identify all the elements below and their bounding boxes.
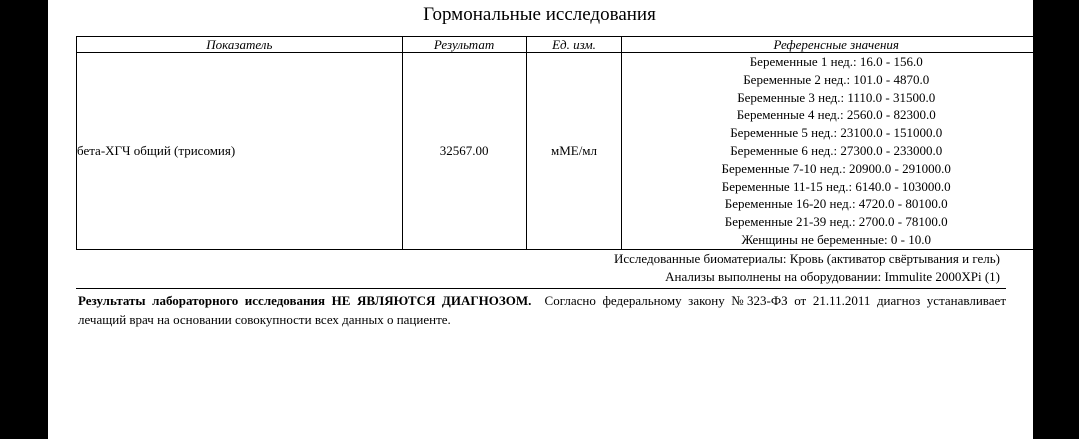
results-table: [76, 36, 1033, 250]
reference-line: Беременные 7-10 нед.: 20900.0 - 291000.0: [721, 160, 951, 176]
reference-line: Беременные 1 нед.: 16.0 - 156.0: [749, 54, 923, 69]
header-unit: Ед. изм.: [526, 37, 622, 53]
table-row: [77, 53, 1034, 250]
divider: [76, 288, 1006, 289]
equipment-note: Анализы выполнены на оборудовании: Immulite 2000XPi (1): [665, 269, 1000, 284]
reference-line: Беременные 21-39 нед.: 2700.0 - 78100.0: [724, 214, 948, 230]
disclaimer-text: Согласно федеральному закону №323-ФЗ от 21.11.2011 диагноз устанавливает лечащий врач на основании совокупности всех данных о пациенте.: [78, 293, 1007, 327]
reference-line: Беременные 3 нед.: 1110.0 - 31500.0: [737, 89, 936, 105]
header-result: Результат: [402, 37, 526, 53]
result-value: 32567.00: [402, 53, 526, 250]
reference-line: Женщины не беременные: 0 - 10.0: [741, 231, 931, 247]
reference-line: Беременные 4 нед.: 2560.0 - 82300.0: [736, 107, 936, 123]
reference-line: Беременные 16-20 нед.: 4720.0 - 80100.0: [724, 196, 948, 212]
reference-values: [622, 53, 1033, 250]
disclaimer-bold: Результаты лабораторного исследования НЕ ЯВЛЯЮТСЯ ДИАГНОЗОМ.: [78, 293, 532, 308]
table-header-row: [77, 37, 1034, 53]
reference-line: Беременные 11-15 нед.: 6140.0 - 103000.0: [721, 178, 951, 194]
disclaimer: [78, 291, 1006, 329]
reference-line: Беременные 6 нед.: 27300.0 - 233000.0: [730, 142, 943, 158]
reference-line: Беременные 5 нед.: 23100.0 - 151000.0: [730, 125, 943, 141]
header-indicator: Показатель: [77, 37, 403, 53]
document-page: [48, 0, 1033, 439]
unit-value: мМЕ/мл: [526, 53, 622, 250]
indicator-name: бета-ХГЧ общий (трисомия): [77, 53, 403, 250]
reference-line: Беременные 2 нед.: 101.0 - 4870.0: [743, 71, 930, 87]
header-reference: Референсные значения: [622, 37, 1033, 53]
section-title: Гормональные исследования: [423, 4, 656, 25]
biomaterials-note: Исследованные биоматериалы: Кровь (активатор свёртывания и гель): [613, 251, 1000, 266]
